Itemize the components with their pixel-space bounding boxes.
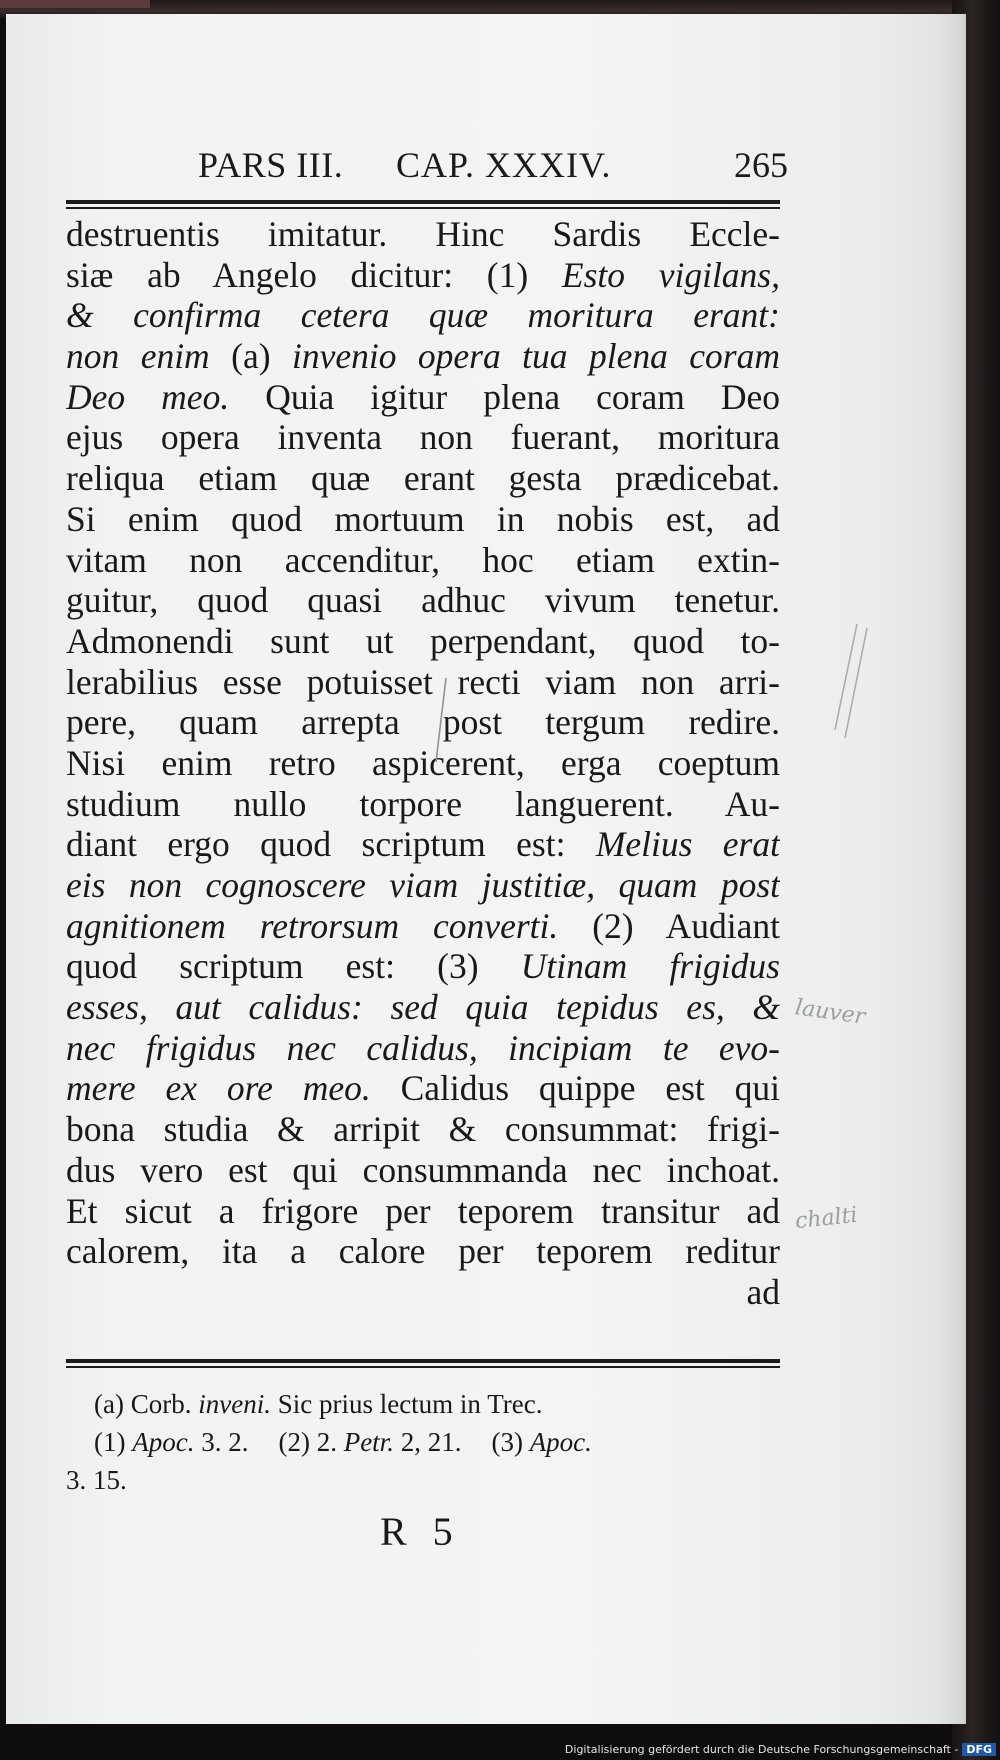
italic-segment: Utinam frigidus [520,946,780,987]
pencil-mark-inline-icon [432,676,452,766]
text-segment: Et sicut a frigore per teporem transitur ad [66,1190,780,1231]
text-segment: (a) Corb. [94,1389,199,1419]
catchword: ad [746,1271,780,1312]
text-line [66,417,780,458]
italic-segment: Esto vigilans, [561,254,780,295]
text-segment: (3) [491,1427,530,1457]
text-line [66,662,780,703]
text-line [66,295,780,336]
text-segment: 2, 21. [393,1427,462,1457]
signature-mark: R 5 [380,1509,461,1554]
italic-segment: invenio opera tua plena coram [291,336,780,377]
header-rule-thin [66,207,780,209]
pencil-marks-icon [815,620,875,760]
text-segment: Si enim quod mortuum in nobis est, ad [66,498,780,539]
text-segment: Calidus quippe est qui [370,1068,780,1109]
text-line [66,865,780,906]
text-segment: (a) [209,336,292,377]
italic-segment: non enim [66,336,210,377]
text-segment: bona studia & arripit & consummat: frigi- [66,1109,780,1150]
text-line [66,1231,780,1272]
italic-segment: eis non cognoscere viam justitiæ, quam post [66,865,780,905]
text-segment: (2) 2. [278,1427,344,1457]
italic-segment: agnitionem retrorsum converti. [66,905,559,946]
text-segment: dus vero est qui consummanda nec inchoat. [66,1149,780,1190]
text-line [66,499,780,540]
footnote-rule-thin [66,1366,780,1368]
italic-segment: Melius erat [595,824,780,865]
text-segment: (2) Audiant [558,905,780,946]
text-segment: destruentis imitatur. Hinc Sardis Eccle- [66,214,780,254]
page-number: 265 [734,145,788,185]
text-line [66,540,780,581]
text-segment: siæ ab Angelo dicitur: (1) [66,254,562,295]
header-rule-thick [66,200,780,204]
italic-segment: Petr. [343,1427,394,1457]
italic-segment: inveni. [198,1389,271,1419]
text-line [66,214,780,255]
running-head [198,144,788,188]
text-segment: quod scriptum est: (3) [66,946,521,987]
dfg-logo: DFG [962,1743,996,1756]
text-segment: reliqua etiam quæ erant gesta prædicebat. [66,458,780,499]
digitization-credit [565,1743,996,1756]
italic-segment: Apoc. [132,1427,195,1457]
footnote-rule-thick [66,1359,780,1363]
italic-segment: esses, aut calidus: sed quia tepidus es, & [66,987,780,1028]
text-segment: lerabilius esse potuisset recti viam non arri- [66,661,780,702]
footnotes [66,1385,780,1499]
text-line [66,580,780,621]
text-line [66,458,780,499]
italic-segment: Apoc. [529,1427,592,1457]
italic-segment: mere ex ore meo. [66,1068,371,1109]
text-line [66,784,780,825]
text-line [66,1191,780,1232]
running-head-chapter: CAP. XXXIV. [396,145,612,185]
footnote-references [66,1423,780,1461]
text-line [66,946,780,987]
text-segment: Admonendi sunt ut perpendant, quod to- [66,620,780,661]
italic-segment: & confirma cetera quæ moritura erant: [66,295,780,336]
footnote-continuation: 3. 15. [66,1465,127,1495]
text-segment: studium nullo torpore languerent. Au- [66,783,780,824]
text-line [66,1150,780,1191]
text-segment: diant ergo quod scriptum est: [66,824,596,865]
credit-text: Digitalisierung gefördert durch die Deutsche Forschungsgemeinschaft - [564,1743,959,1756]
text-segment: calorem, ita a calore per teporem reditur [66,1231,780,1272]
text-line [66,824,780,865]
text-segment: guitur, quod quasi adhuc vivum tenetur. [66,580,780,621]
text-line [66,1028,780,1069]
text-line [66,743,780,784]
text-segment: Nisi enim retro aspicerent, erga coeptum [66,742,780,783]
text-line [66,702,780,743]
text-line [66,255,780,296]
text-segment: (1) [94,1427,133,1457]
italic-segment: Deo meo. [66,376,230,417]
running-head-part: PARS III. [198,145,344,185]
text-line [66,336,780,377]
text-line [66,906,780,947]
text-segment: Sic prius lectum in Trec. [270,1389,543,1419]
main-text-block [66,214,780,1313]
text-segment: Quia igitur plena coram Deo [229,376,780,417]
margin-note-lauver: lauver [793,995,867,1030]
text-segment: 3. 2. [194,1427,249,1457]
text-line [66,377,780,418]
text-line [66,1109,780,1150]
footnote-variant-reading [66,1385,780,1423]
text-line [66,1068,780,1109]
text-segment: vitam non accenditur, hoc etiam extin- [66,539,780,580]
text-line [66,987,780,1028]
margin-note-chalti: chalti [793,1202,859,1235]
binding-ribbon [0,0,150,8]
text-segment: pere, quam arrepta post tergum redire. [66,702,780,743]
text-line [66,621,780,662]
text-segment: ejus opera inventa non fuerant, moritura [66,417,780,458]
italic-segment: nec frigidus nec calidus, incipiam te evo- [66,1027,780,1068]
